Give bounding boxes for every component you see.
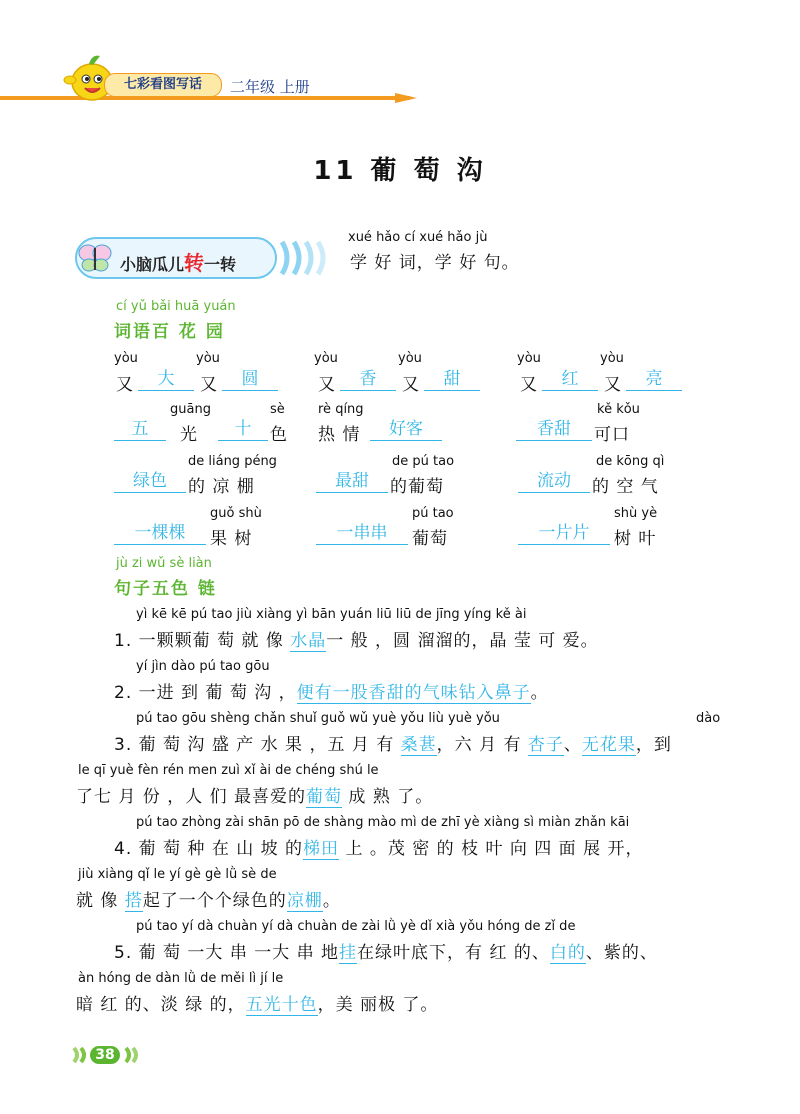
banner-text: 学 好 词，学 好 句。 (350, 253, 520, 273)
sentence-answer: 杏子 (527, 735, 564, 755)
pinyin: guāng (170, 402, 211, 417)
banner-pinyin: xué hǎo cí xué hǎo jù (348, 230, 488, 245)
word-text: 的 空 气 (592, 477, 659, 497)
exercise-banner (74, 236, 334, 280)
sentence-text: 暗 红 的、淡 绿 的， (76, 995, 246, 1015)
sentence-5b-pinyin: àn hóng de dàn lǜ de měi lì jí le (78, 971, 284, 986)
sentence-text: 2. 一进 到 葡 萄 沟 ， (114, 683, 297, 703)
word-you: 又 (318, 375, 336, 395)
sentence-text: 、紫的、 (585, 943, 658, 963)
word-text: 葡萄 (412, 529, 448, 549)
butterfly-icon (78, 242, 112, 274)
word-you: 又 (402, 375, 420, 395)
sentence-3-pinyin-end: dào (696, 711, 721, 726)
pinyin: de liáng péng (188, 454, 277, 469)
sentence-text: 4. 葡 萄 种 在 山 坡 的 (114, 839, 304, 859)
sentence-answer: 便有一股香甜的气味钻入鼻子 (296, 683, 531, 703)
pinyin: yòu (600, 351, 624, 366)
word-you: 又 (520, 375, 538, 395)
sentence-3b-pinyin: le qī yuè fèn rén men zuì xǐ ài de chéng shú le (78, 763, 379, 778)
word-text: 果 树 (210, 529, 253, 549)
word-text: 的葡萄 (390, 477, 444, 497)
answer-blank: 好客 (370, 418, 442, 441)
pinyin: yòu (114, 351, 138, 366)
pinyin: de kōng qì (596, 454, 665, 469)
word-you: 又 (604, 375, 622, 395)
word-you: 又 (116, 375, 134, 395)
answer-blank: 十 (218, 418, 268, 441)
pinyin: shù yè (614, 506, 658, 521)
pinyin: pú tao (412, 506, 454, 521)
sentence-answer: 葡萄 (306, 787, 343, 807)
sentence-4 (114, 834, 644, 859)
sentence-text: 、 (563, 735, 582, 755)
sentence-text: 3. 葡 萄 沟 盛 产 水 果 ，五 月 有 (114, 735, 401, 755)
sentence-3 (114, 730, 672, 755)
sentence-3-pinyin: pú tao gōu shèng chǎn shuǐ guǒ wǔ yuè yǒu liù yuè yǒu (136, 711, 500, 726)
sentence-answer: 白的 (549, 943, 586, 963)
answer-blank: 大 (138, 368, 194, 391)
answer-blank: 红 (542, 368, 598, 391)
sentence-answer: 挂 (339, 943, 358, 963)
answer-blank: 圆 (222, 368, 278, 391)
section1-title: 词语百 花 园 (114, 322, 225, 342)
sentence-text: 在绿叶底下，有 红 的、 (357, 943, 550, 963)
banner-label-post: 一转 (204, 255, 237, 274)
header-rule-tail (395, 93, 417, 103)
sentence-text: 。 (322, 891, 341, 911)
word-text: 光 (180, 425, 198, 445)
answer-blank: 一串串 (316, 522, 408, 545)
sentence-text: 成 熟 了。 (342, 787, 434, 807)
sentence-5b (76, 990, 438, 1015)
sentence-1 (114, 626, 599, 651)
pinyin: yòu (517, 351, 541, 366)
pinyin: yòu (314, 351, 338, 366)
grade-label: 二年级 上册 (230, 78, 310, 96)
sentence-text: ，美 丽极 了。 (317, 995, 439, 1015)
pinyin: rè qíng (318, 402, 364, 417)
banner-label-highlight: 转 (184, 251, 205, 275)
sentence-answer: 桑葚 (400, 735, 437, 755)
sentence-4-pinyin: pú tao zhòng zài shān pō de shàng mào mì de zhī yè xiàng sì miàn zhǎn kāi (136, 815, 630, 830)
sentence-text: ，六 月 有 (436, 735, 528, 755)
section2-pinyin: jù zi wǔ sè liàn (116, 556, 212, 571)
sentence-5 (114, 938, 658, 963)
pinyin: de pú tao (392, 454, 455, 469)
sentence-2 (114, 678, 549, 703)
word-text: 热 情 (318, 425, 361, 445)
header (0, 0, 800, 120)
answer-blank: 香 (340, 368, 396, 391)
sentence-answer: 五光十色 (245, 995, 318, 1015)
pinyin: yòu (398, 351, 422, 366)
answer-blank: 一棵棵 (114, 522, 206, 545)
sentence-text: 。 (530, 683, 549, 703)
section1-pinyin: cí yǔ bǎi huā yuán (116, 299, 236, 314)
answer-blank: 甜 (424, 368, 480, 391)
sentence-4b-pinyin: jiù xiàng qǐ le yí gè gè lǜ sè de (78, 867, 277, 882)
section2-title: 句子五色 链 (114, 579, 217, 599)
page-number: 38 (95, 1047, 115, 1063)
word-text: 色 (270, 425, 288, 445)
sentence-answer: 无花果 (581, 735, 636, 755)
sentence-text: 1. 一颗颗葡 萄 就 像 (114, 631, 291, 651)
word-text: 可口 (594, 425, 630, 445)
sentence-3b (76, 782, 433, 807)
banner-label-pre: 小脑瓜儿 (120, 255, 185, 274)
sentence-text: 一 般 ，圆 溜溜的，晶 莹 可 爱。 (326, 631, 599, 651)
pinyin: kě kǒu (597, 402, 640, 417)
answer-blank: 香甜 (516, 418, 592, 441)
sentence-5-pinyin: pú tao yí dà chuàn yí dà chuàn de zài lǜ yè dǐ xià yǒu hóng de zǐ de (136, 919, 576, 934)
sentence-answer: 水晶 (290, 631, 327, 651)
answer-blank: 流动 (518, 470, 590, 493)
lesson-title: 11 葡 萄 沟 (313, 156, 487, 186)
sentence-answer: 搭 (124, 891, 143, 911)
word-you: 又 (200, 375, 218, 395)
sentence-text: 上 。茂 密 的 枝 叶 向 四 面 展 开， (339, 839, 644, 859)
pinyin: yòu (196, 351, 220, 366)
sentence-text: ，到 (635, 735, 672, 755)
sentence-text: 起了一个个绿色的 (142, 891, 287, 911)
pinyin: guǒ shù (210, 506, 262, 521)
banner-label (120, 247, 236, 276)
book-title-badge: 七彩看图写话 (104, 73, 222, 97)
answer-blank: 绿色 (114, 470, 186, 493)
sentence-answer: 凉棚 (286, 891, 323, 911)
word-text: 树 叶 (614, 529, 657, 549)
pinyin: sè (270, 402, 285, 417)
sentence-text: 就 像 (76, 891, 125, 911)
sentence-text: 5. 葡 萄 一大 串 一大 串 地 (114, 943, 340, 963)
sentence-4b (76, 886, 341, 911)
sentence-1-pinyin: yì kē kē pú tao jiù xiàng yì bān yuán liū liū de jīng yíng kě ài (136, 607, 527, 622)
word-text: 的 凉 棚 (188, 477, 255, 497)
answer-blank: 一片片 (518, 522, 610, 545)
answer-blank: 五 (114, 418, 166, 441)
answer-blank: 亮 (626, 368, 682, 391)
sentence-text: 了七 月 份 ，人 们 最喜爱的 (76, 787, 307, 807)
sentence-answer: 梯田 (303, 839, 340, 859)
sentence-2-pinyin: yí jìn dào pú tao gōu (136, 659, 270, 674)
answer-blank: 最甜 (316, 470, 388, 493)
